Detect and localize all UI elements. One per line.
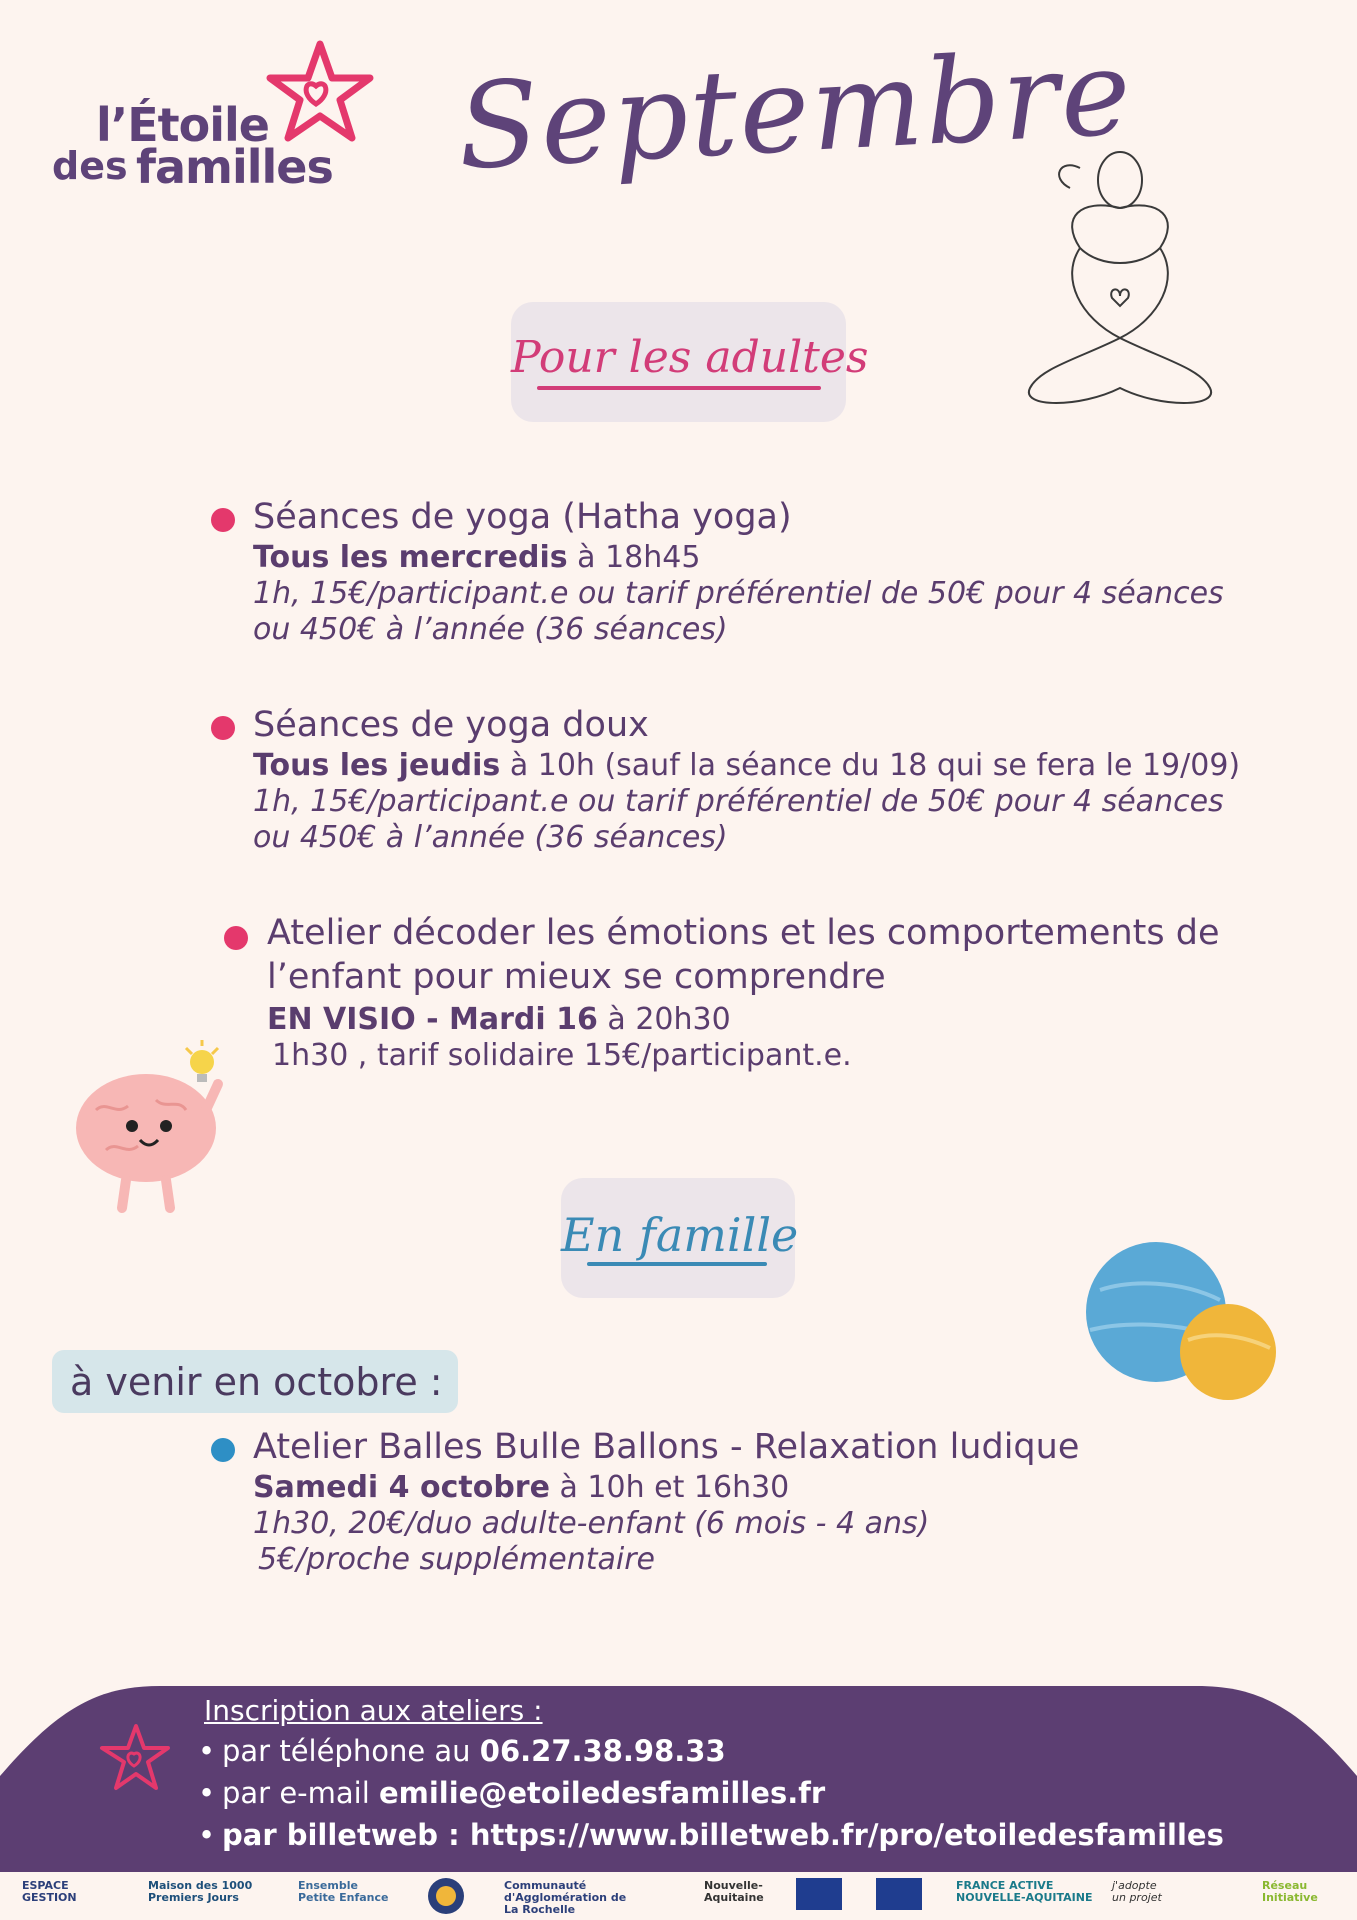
activity-price: 1h, 15€/participant.e ou tarif préférentiel de 50€ pour 4 séances	[253, 576, 1224, 611]
partner-france-active	[956, 1880, 1092, 1904]
activity-time: à 10h et 16h30	[549, 1470, 790, 1505]
partner-label: Communauté	[504, 1879, 587, 1892]
partner-label: Premiers Jours	[148, 1891, 239, 1904]
section-underline	[537, 386, 821, 390]
eu-flag-icon	[876, 1878, 922, 1910]
star-icon	[96, 1722, 172, 1798]
activity-title: Atelier Balles Bulle Ballons - Relaxation ludique	[253, 1427, 1080, 1467]
partner-ensemble	[298, 1880, 388, 1904]
partner-label: GESTION	[22, 1891, 77, 1904]
activity-price: 1h30, 20€/duo adulte-enfant (6 mois - 4 ans)	[253, 1506, 930, 1541]
partner-espace-gestion	[22, 1880, 77, 1904]
partner-label: FRANCE ACTIVE	[956, 1879, 1054, 1892]
activity-day: EN VISIO - Mardi 16	[267, 1002, 598, 1037]
activity-schedule	[253, 748, 1240, 783]
partner-reseau	[1262, 1880, 1318, 1904]
section-title-adults: Pour les adultes	[511, 332, 869, 383]
registration-heading: Inscription aux ateliers :	[204, 1694, 543, 1727]
email-link[interactable]: emilie@etoiledesfamilles.fr	[378, 1776, 826, 1810]
partner-label: Initiative	[1262, 1891, 1318, 1904]
activity-price: 1h30 , tarif solidaire 15€/participant.e.	[272, 1038, 852, 1073]
partner-label: Nouvelle-	[704, 1879, 763, 1892]
partner-label: ESPACE	[22, 1879, 69, 1892]
yoga-figure-icon	[1020, 138, 1220, 418]
logo-text-familles: familles	[136, 140, 333, 194]
activity-day: Tous les mercredis	[253, 540, 568, 575]
bullet-icon	[211, 508, 235, 532]
partner-label: j'adopte	[1112, 1879, 1157, 1892]
partner-label: La Rochelle	[504, 1903, 576, 1916]
page-title: Septembre	[454, 22, 1136, 196]
activity-price: 1h, 15€/participant.e ou tarif préférentiel de 50€ pour 4 séances	[253, 784, 1224, 819]
activity-schedule	[253, 540, 700, 575]
brain-mascot-icon	[66, 1040, 246, 1220]
partner-maison	[148, 1880, 252, 1904]
registration-email	[222, 1776, 825, 1810]
partner-label: Maison des 1000	[148, 1879, 253, 1892]
activity-day: Tous les jeudis	[253, 748, 501, 783]
activity-price: ou 450€ à l’année (36 séances)	[253, 612, 728, 647]
bullet-icon	[211, 1438, 235, 1462]
partner-label: d'Agglomération de	[504, 1891, 627, 1904]
eu-flag-icon	[796, 1878, 842, 1910]
partner-label: Aquitaine	[704, 1891, 764, 1904]
partner-label: un projet	[1112, 1891, 1162, 1904]
registration-phone	[222, 1734, 726, 1768]
activity-title: Atelier décoder les émotions et les comportements de	[267, 913, 1220, 953]
bullet-icon	[211, 716, 235, 740]
web-link[interactable]: https://www.billetweb.fr/pro/etoiledesfamilles	[469, 1818, 1224, 1852]
activity-title: Séances de yoga doux	[253, 705, 649, 745]
logo-text-des: des	[52, 144, 128, 188]
bullet-icon	[224, 926, 248, 950]
activity-day: Samedi 4 octobre	[253, 1470, 550, 1505]
phone-label: par téléphone au	[222, 1734, 480, 1768]
activity-time: à 18h45	[567, 540, 701, 575]
exercise-balls-icon	[1070, 1240, 1280, 1400]
web-label: par billetweb :	[222, 1818, 470, 1852]
email-label: par e-mail	[222, 1776, 379, 1810]
activity-title: Séances de yoga (Hatha yoga)	[253, 497, 792, 537]
section-title-family: En famille	[561, 1208, 799, 1262]
partner-region	[704, 1880, 764, 1904]
partner-label: Réseau	[1262, 1879, 1308, 1892]
activity-title: l’enfant pour mieux se comprendre	[267, 957, 886, 997]
partner-label: NOUVELLE-AQUITAINE	[956, 1891, 1093, 1904]
phone-number[interactable]: 06.27.38.98.33	[479, 1734, 726, 1768]
activity-price: 5€/proche supplémentaire	[258, 1542, 656, 1577]
partner-label: Ensemble	[298, 1879, 358, 1892]
activity-schedule	[253, 1470, 789, 1505]
partner-agglo	[504, 1880, 626, 1916]
section-underline	[587, 1262, 767, 1266]
section-badge-adults	[511, 302, 869, 422]
partner-label: Petite Enfance	[298, 1891, 389, 1904]
star-logo-icon	[258, 38, 376, 148]
logo-text-etoile: l’Étoile	[96, 98, 269, 152]
activity-price: ou 450€ à l’année (36 séances)	[253, 820, 728, 855]
activity-schedule	[267, 1002, 731, 1037]
activity-time: à 10h (sauf la séance du 18 qui se fera le 19/09)	[500, 748, 1241, 783]
section-badge-family	[561, 1178, 799, 1298]
partner-circle-logo	[426, 1876, 466, 1916]
partner-adopte	[1112, 1880, 1162, 1904]
activity-time: à 20h30	[597, 1002, 731, 1037]
partner-logos	[0, 1872, 1357, 1920]
upcoming-label-text: à venir en octobre :	[70, 1360, 443, 1404]
registration-web	[222, 1818, 1224, 1852]
upcoming-label	[52, 1350, 458, 1413]
